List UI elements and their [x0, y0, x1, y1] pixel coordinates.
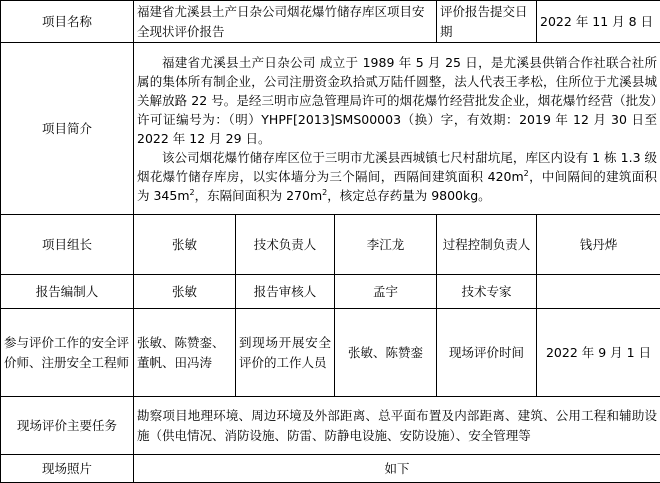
team-leader-label: 项目组长 [1, 215, 134, 275]
intro-content [134, 43, 660, 215]
report-reviewer-label: 报告审核人 [236, 275, 335, 309]
project-name-label: 项目名称 [1, 1, 134, 43]
photos-value: 如下 [134, 455, 660, 483]
tech-expert-value [537, 275, 660, 309]
intro-label: 项目简介 [1, 43, 134, 215]
onsite-time-label: 现场评价时间 [437, 309, 537, 397]
report-date-label: 评价报告提交日期 [437, 1, 537, 43]
report-reviewer-value: 孟宇 [335, 275, 437, 309]
intro-paragraph-1: 福建省尤溪县土产日杂公司 成立于 1989 年 5 月 25 日，是尤溪县供销合作社联合社所属的集体所有制企业，公司注册资金玖拾贰万陆仟圆整，法人代表王孝松，住所位于尤溪县城关解放路 22 号。是经三明市应急管理局许可的烟花爆竹经营批发企业，烟花爆竹经营（批发）许可证编号为：（明）YHPF[2013]SMS00003（换）字，有效期：2019 年 12 月 30 日至 2022 年 12 月 29 日。 [137, 53, 657, 148]
report-date-value: 2022 年 11 月 8 日 [537, 1, 660, 43]
onsite-staff-value: 张敏、陈赞銮 [335, 309, 437, 397]
report-writer-label: 报告编制人 [1, 275, 134, 309]
intro-paragraph-2: 该公司烟花爆竹储存库区位于三明市尤溪县西城镇七尺村甜坑尾，库区内设有 1 栋 1.3 级烟花爆竹储存库房，以实体墙分为三个隔间，西隔间建筑面积 $420m^2$，中间隔间的建筑面积为 $345m^2$，东隔间面积为 $270m^2$，核定总存药量为 9800kg。 [137, 148, 657, 205]
onsite-time-value: 2022 年 9 月 1 日 [537, 309, 660, 397]
team-leader-value: 张敏 [134, 215, 236, 275]
tech-lead-value: 李江龙 [335, 215, 437, 275]
tasks-value: 勘察项目地理环境、周边环境及外部距离、总平面布置及内部距离、建筑、公用工程和辅助设施（供电情况、消防设施、防雷、防静电设施、安防设施）、安全管理等 [134, 397, 660, 455]
participants-label: 参与评价工作的安全评价师、注册安全工程师 [1, 309, 134, 397]
onsite-staff-label: 到现场开展安全评价的工作人员 [236, 309, 335, 397]
process-control-value: 钱丹烨 [537, 215, 660, 275]
participants-value: 张敏、陈赞銮、董帆、田冯涛 [134, 309, 236, 397]
tech-expert-label: 技术专家 [437, 275, 537, 309]
tasks-label: 现场评价主要任务 [1, 397, 134, 455]
photos-label: 现场照片 [1, 455, 134, 483]
process-control-label: 过程控制负责人 [437, 215, 537, 275]
project-name-value: 福建省尤溪县土产日杂公司烟花爆竹储存库区项目安全现状评价报告 [134, 1, 437, 43]
tech-lead-label: 技术负责人 [236, 215, 335, 275]
report-writer-value: 张敏 [134, 275, 236, 309]
